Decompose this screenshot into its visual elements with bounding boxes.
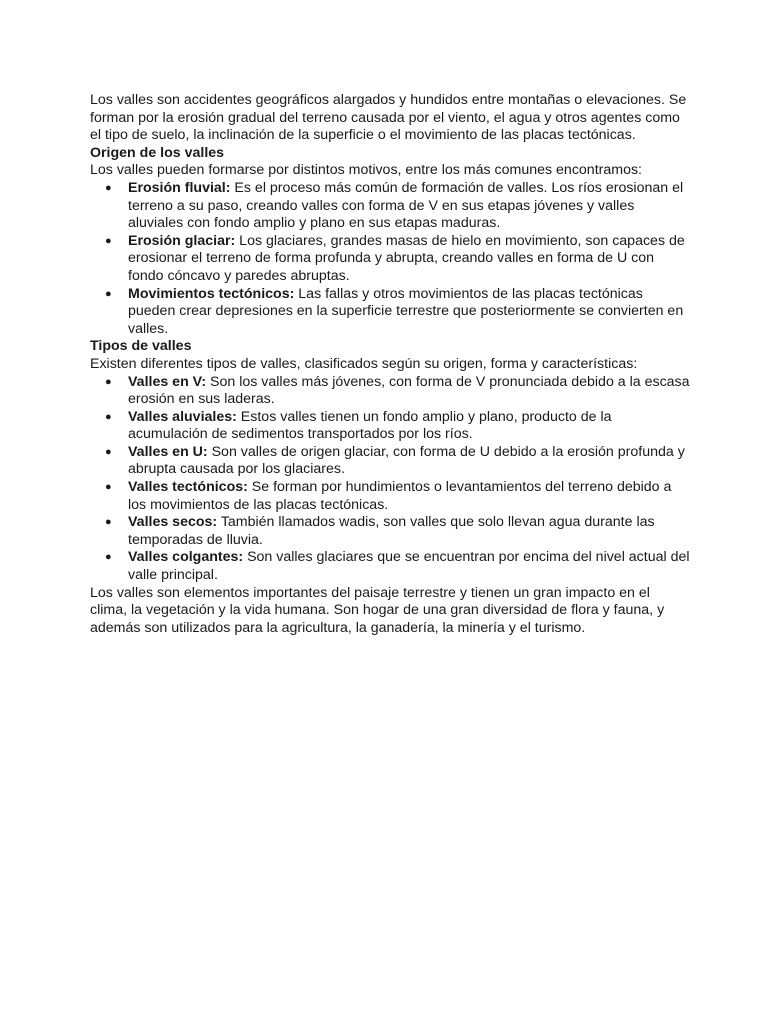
list-item-term: Erosión glaciar: bbox=[128, 232, 236, 249]
list-item-text: Son valles de origen glaciar, con forma de U debido a la erosión profunda y abrupta causada por los glaciares. bbox=[128, 443, 685, 478]
tipos-list bbox=[90, 374, 690, 585]
list-item-term: Valles aluviales: bbox=[128, 408, 237, 425]
section-heading-origen: Origen de los valles bbox=[90, 144, 225, 161]
list-item bbox=[128, 549, 690, 584]
list-item bbox=[128, 514, 690, 549]
list-item-text: También llamados wadis, son valles que solo llevan agua durante las temporadas de lluvia. bbox=[128, 514, 655, 548]
list-item-term: Movimientos tectónicos: bbox=[128, 285, 295, 302]
list-item-term: Valles tectónicos: bbox=[128, 479, 248, 496]
list-item-text: Estos valles tienen un fondo amplio y plano, producto de la acumulación de sedimentos transportados por los ríos. bbox=[128, 408, 612, 443]
list-item bbox=[128, 444, 690, 479]
list-item bbox=[128, 374, 690, 409]
list-item bbox=[128, 409, 690, 444]
section-lead-origen: Los valles pueden formarse por distintos motivos, entre los más comunes encontramos: bbox=[90, 162, 642, 179]
list-item-term: Valles secos: bbox=[128, 514, 218, 531]
list-item-term: Valles en V: bbox=[128, 373, 207, 390]
list-item-term: Valles colgantes: bbox=[128, 549, 244, 566]
section-heading-tipos: Tipos de valles bbox=[90, 338, 192, 355]
list-item-term: Erosión fluvial: bbox=[128, 179, 231, 196]
document-body bbox=[90, 92, 690, 637]
conclusion-paragraph: Los valles son elementos importantes del paisaje terrestre y tienen un gran impacto en el clima, la vegetación y la vida humana. Son hogar de una gran diversidad de flora y fauna, y además son utilizados para la agricultura, la ganadería, la minería y el turismo. bbox=[90, 584, 665, 636]
list-item bbox=[128, 180, 690, 233]
list-item bbox=[128, 233, 690, 286]
list-item bbox=[128, 286, 690, 339]
list-item-text: Son los valles más jóvenes, con forma de V pronunciada debido a la escasa erosión en sus laderas. bbox=[128, 373, 690, 408]
list-item-text: Los glaciares, grandes masas de hielo en movimiento, son capaces de erosionar el terreno de forma profunda y abrupta, creando valles en forma de U con fondo cóncavo y paredes abruptas. bbox=[128, 232, 685, 284]
list-item-text: Las fallas y otros movimientos de las placas tectónicas pueden crear depresiones en la superficie terrestre que posteriormente se convierten en valles. bbox=[128, 285, 684, 337]
list-item-text: Se forman por hundimientos o levantamientos del terreno debido a los movimientos de las placas tectónicas. bbox=[128, 479, 672, 513]
origen-list bbox=[90, 180, 690, 338]
list-item bbox=[128, 479, 690, 514]
list-item-term: Valles en U: bbox=[128, 443, 208, 460]
list-item-text: Son valles glaciares que se encuentran por encima del nivel actual del valle principal. bbox=[128, 549, 690, 584]
section-lead-tipos: Existen diferentes tipos de valles, clasificados según su origen, forma y características: bbox=[90, 355, 638, 372]
list-item-text: Es el proceso más común de formación de valles. Los ríos erosionan el terreno a su paso, creando valles con forma de V en sus etapas jóvenes y valles aluviales con fondo amplio y plano en sus etapas maduras. bbox=[128, 179, 684, 232]
intro-paragraph: Los valles son accidentes geográficos alargados y hundidos entre montañas o elevaciones. Se forman por la erosión gradual del terreno causada por el viento, el agua y otros agentes como el tipo de suelo, la inclinación de la superficie o el movimiento de las placas tectónicas. bbox=[90, 92, 687, 144]
